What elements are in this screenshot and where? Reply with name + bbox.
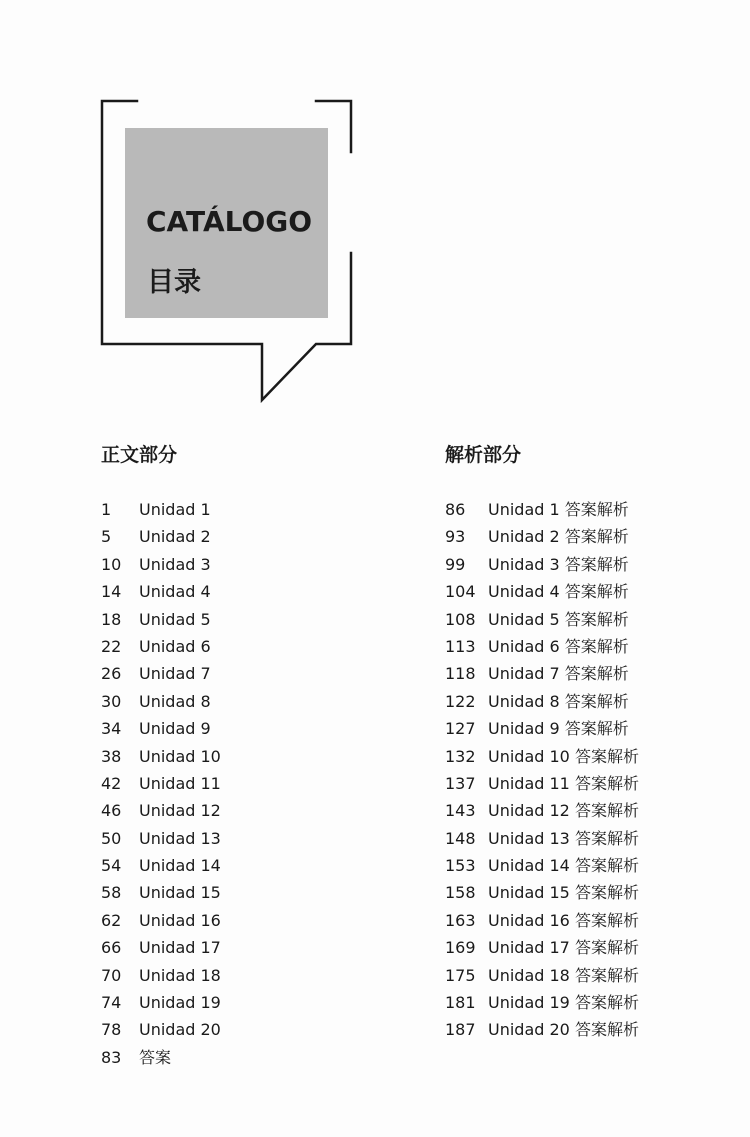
toc-entry[interactable] [445, 770, 639, 797]
toc-page-number: 108 [445, 609, 476, 629]
toc-page-number: 54 [101, 856, 122, 876]
toc-entry[interactable] [101, 907, 221, 934]
toc-page-number: 143 [445, 801, 476, 821]
toc-entry-label: Unidad 17 答案解析 [488, 938, 639, 958]
toc-entry[interactable] [445, 743, 639, 770]
toc-page-number: 175 [445, 965, 476, 985]
toc-page-number: 132 [445, 746, 476, 766]
toc-entry-label: Unidad 10 [139, 746, 221, 766]
toc-entry[interactable] [101, 523, 221, 550]
catalog-bubble-frame [0, 0, 750, 420]
toc-page-number: 50 [101, 828, 122, 848]
toc-entry[interactable] [101, 879, 221, 906]
toc-entry-label: Unidad 2 [139, 527, 211, 547]
toc-entry-label: Unidad 15 [139, 883, 221, 903]
toc-entry[interactable] [101, 551, 221, 578]
toc-entry[interactable] [101, 770, 221, 797]
toc-entry-label: Unidad 15 答案解析 [488, 883, 639, 903]
toc-entry-label: Unidad 16 答案解析 [488, 910, 639, 930]
toc-page-number: 158 [445, 883, 476, 903]
toc-entry-label: Unidad 6 [139, 636, 211, 656]
toc-entry[interactable] [445, 688, 639, 715]
toc-entry[interactable] [445, 715, 639, 742]
toc-page-number: 66 [101, 938, 122, 958]
toc-page-number: 26 [101, 664, 122, 684]
toc-entry-label: Unidad 5 [139, 609, 211, 629]
toc-entry-label: Unidad 3 答案解析 [488, 554, 629, 574]
toc-page-number: 10 [101, 554, 122, 574]
toc-page-number: 78 [101, 1020, 122, 1040]
toc-entry[interactable] [101, 688, 221, 715]
main-content-list [101, 496, 221, 1071]
toc-entry-label: Unidad 11 答案解析 [488, 773, 639, 793]
toc-entry-label: Unidad 10 答案解析 [488, 746, 639, 766]
toc-entry[interactable] [445, 825, 639, 852]
toc-entry[interactable] [445, 934, 639, 961]
toc-page-number: 153 [445, 856, 476, 876]
toc-entry-label: Unidad 3 [139, 554, 211, 574]
toc-entry-label: Unidad 20 [139, 1020, 221, 1040]
toc-page-number: 113 [445, 636, 476, 656]
toc-entry-label: Unidad 4 [139, 582, 211, 602]
toc-entry-label: 答案 [139, 1047, 172, 1067]
toc-entry[interactable] [101, 715, 221, 742]
toc-entry[interactable] [445, 551, 639, 578]
toc-entry-label: Unidad 8 答案解析 [488, 691, 629, 711]
toc-entry[interactable] [101, 743, 221, 770]
toc-entry[interactable] [445, 962, 639, 989]
toc-page-number: 38 [101, 746, 122, 766]
toc-page-number: 148 [445, 828, 476, 848]
toc-entry-label: Unidad 11 [139, 773, 221, 793]
toc-page-number: 187 [445, 1020, 476, 1040]
toc-entry-label: Unidad 17 [139, 938, 221, 958]
toc-entry[interactable] [101, 852, 221, 879]
section-heading-analysis: 解析部分 [445, 444, 522, 466]
toc-entry-label: Unidad 18 [139, 965, 221, 985]
toc-page-number: 122 [445, 691, 476, 711]
toc-page-number: 62 [101, 910, 122, 930]
toc-page-number: 93 [445, 527, 466, 547]
toc-entry[interactable] [445, 907, 639, 934]
toc-page-number: 86 [445, 500, 466, 519]
toc-entry-label: Unidad 7 [139, 664, 211, 684]
toc-entry[interactable] [101, 797, 221, 824]
toc-entry[interactable] [445, 989, 639, 1016]
toc-entry[interactable] [101, 934, 221, 961]
toc-page-number: 99 [445, 554, 466, 574]
toc-page-number: 70 [101, 965, 122, 985]
toc-page-number: 42 [101, 773, 122, 793]
toc-entry[interactable] [445, 523, 639, 550]
toc-page-number: 181 [445, 993, 476, 1013]
toc-page-number: 83 [101, 1047, 122, 1067]
toc-entry-label: Unidad 18 答案解析 [488, 965, 639, 985]
section-heading-main: 正文部分 [101, 444, 178, 466]
toc-page-number: 127 [445, 719, 476, 739]
toc-entry-label: Unidad 14 答案解析 [488, 856, 639, 876]
toc-entry-label: Unidad 4 答案解析 [488, 582, 629, 602]
toc-entry-label: Unidad 9 答案解析 [488, 719, 629, 739]
toc-page-number: 104 [445, 582, 476, 602]
toc-entry-label: Unidad 19 [139, 993, 221, 1013]
toc-page-number: 1 [101, 500, 112, 519]
toc-entry[interactable] [101, 825, 221, 852]
toc-entry[interactable] [445, 496, 639, 523]
toc-entry[interactable] [445, 852, 639, 879]
toc-entry[interactable] [445, 797, 639, 824]
toc-entry-label: Unidad 16 [139, 910, 221, 930]
toc-entry[interactable] [101, 633, 221, 660]
toc-page-number: 163 [445, 910, 476, 930]
toc-page-number: 22 [101, 636, 122, 656]
toc-entry-label: Unidad 19 答案解析 [488, 993, 639, 1013]
toc-page-number: 30 [101, 691, 122, 711]
toc-page-number: 74 [101, 993, 122, 1013]
toc-entry-label: Unidad 1 答案解析 [488, 500, 629, 519]
catalog-title-zh: 目录 [147, 267, 201, 298]
toc-entry[interactable] [445, 1016, 639, 1043]
toc-entry[interactable] [101, 578, 221, 605]
toc-entry-label: Unidad 1 [139, 500, 211, 519]
toc-entry-label: Unidad 13 答案解析 [488, 828, 639, 848]
toc-entry[interactable] [101, 1016, 221, 1043]
toc-entry[interactable] [445, 879, 639, 906]
toc-page-number: 118 [445, 664, 476, 684]
toc-entry-label: Unidad 12 答案解析 [488, 801, 639, 821]
analysis-list [445, 496, 639, 1044]
toc-entry[interactable] [445, 633, 639, 660]
analysis-section [445, 440, 639, 1044]
toc-entry-label: Unidad 8 [139, 691, 211, 711]
toc-entry[interactable] [101, 989, 221, 1016]
toc-entry[interactable] [101, 606, 221, 633]
toc-entry[interactable] [445, 578, 639, 605]
toc-page-number: 34 [101, 719, 122, 739]
toc-page-number: 5 [101, 527, 112, 547]
toc-entry-label: Unidad 7 答案解析 [488, 664, 629, 684]
toc-entry-label: Unidad 20 答案解析 [488, 1020, 639, 1040]
toc-entry[interactable] [101, 962, 221, 989]
toc-page-number: 14 [101, 582, 122, 602]
toc-entry-label: Unidad 6 答案解析 [488, 636, 629, 656]
toc-page-number: 137 [445, 773, 476, 793]
toc-entry[interactable] [445, 606, 639, 633]
toc-entry[interactable] [101, 660, 221, 687]
toc-entry[interactable] [445, 660, 639, 687]
toc-entry-label: Unidad 12 [139, 801, 221, 821]
toc-page-number: 18 [101, 609, 122, 629]
toc-entry-label: Unidad 5 答案解析 [488, 609, 629, 629]
toc-page-number: 58 [101, 883, 122, 903]
toc-entry[interactable] [101, 1044, 221, 1071]
main-content-section [101, 440, 221, 1071]
toc-entry-label: Unidad 13 [139, 828, 221, 848]
toc-entry-label: Unidad 14 [139, 856, 221, 876]
toc-page-number: 46 [101, 801, 122, 821]
toc-entry-label: Unidad 9 [139, 719, 211, 739]
catalog-title-es: CATÁLOGO [146, 205, 313, 238]
toc-entry-label: Unidad 2 答案解析 [488, 527, 629, 547]
toc-page-number: 169 [445, 938, 476, 958]
toc-entry[interactable] [101, 496, 221, 523]
